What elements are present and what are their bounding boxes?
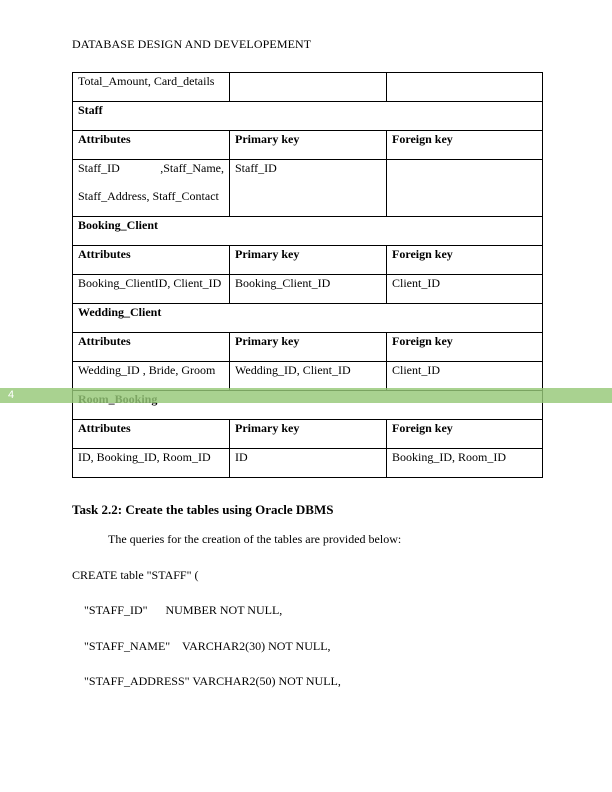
table-header-row	[73, 333, 543, 362]
column-header-attributes: Attributes	[73, 420, 230, 449]
staff-attr-text: Staff_ID	[78, 161, 120, 175]
code-line: CREATE table "STAFF" (	[72, 568, 199, 582]
wedding-client-primary-key: Wedding_ID, Client_ID	[230, 362, 387, 391]
code-line: "STAFF_ADDRESS" VARCHAR2(50) NOT NULL,	[84, 674, 341, 688]
booking-client-foreign-key: Client_ID	[387, 275, 543, 304]
column-header-primary-key: Primary key	[230, 131, 387, 160]
page-number: 4	[8, 389, 15, 401]
section-title-booking-client: Booking_Client	[73, 217, 543, 246]
table-header-row	[73, 246, 543, 275]
booking-client-attributes: Booking_ClientID, Client_ID	[73, 275, 230, 304]
table-header-row	[73, 131, 543, 160]
column-header-primary-key: Primary key	[230, 246, 387, 275]
table-row	[73, 362, 543, 391]
column-header-primary-key: Primary key	[230, 333, 387, 362]
column-header-primary-key: Primary key	[230, 420, 387, 449]
wedding-client-foreign-key: Client_ID	[387, 362, 543, 391]
code-line: "STAFF_ID" NUMBER NOT NULL,	[84, 603, 283, 617]
task-description: The queries for the creation of the tables are provided below:	[108, 532, 402, 546]
column-header-attributes: Attributes	[73, 131, 230, 160]
task-heading: Task 2.2: Create the tables using Oracle DBMS	[72, 502, 334, 517]
column-header-attributes: Attributes	[73, 246, 230, 275]
column-header-attributes: Attributes	[73, 333, 230, 362]
page-break-band	[0, 388, 612, 403]
staff-attr-text: ,Staff_Name,	[160, 161, 224, 175]
section-title-staff: Staff	[73, 102, 543, 131]
table-section-row	[73, 217, 543, 246]
staff-attributes-line1	[78, 161, 224, 175]
table-cell: Total_Amount, Card_details	[73, 73, 230, 102]
relations-table	[72, 72, 543, 478]
wedding-client-attributes: Wedding_ID , Bride, Groom	[73, 362, 230, 391]
column-header-foreign-key: Foreign key	[387, 131, 543, 160]
table-row	[73, 449, 543, 478]
staff-primary-key: Staff_ID	[230, 160, 387, 217]
room-booking-foreign-key: Booking_ID, Room_ID	[387, 449, 543, 478]
table-cell	[230, 73, 387, 102]
page-header: DATABASE DESIGN AND DEVELOPEMENT	[72, 37, 312, 51]
table-section-row	[73, 102, 543, 131]
staff-attributes-cell	[73, 160, 230, 217]
table-header-row	[73, 420, 543, 449]
table-row	[73, 275, 543, 304]
table-cell	[387, 73, 543, 102]
table-row	[73, 73, 543, 102]
column-header-foreign-key: Foreign key	[387, 246, 543, 275]
section-title-wedding-client: Wedding_Client	[73, 304, 543, 333]
column-header-foreign-key: Foreign key	[387, 333, 543, 362]
code-line: "STAFF_NAME" VARCHAR2(30) NOT NULL,	[84, 639, 331, 653]
table-section-row	[73, 304, 543, 333]
table-row	[73, 160, 543, 217]
room-booking-primary-key: ID	[230, 449, 387, 478]
room-booking-attributes: ID, Booking_ID, Room_ID	[73, 449, 230, 478]
booking-client-primary-key: Booking_Client_ID	[230, 275, 387, 304]
staff-attributes-line2: Staff_Address, Staff_Contact	[78, 189, 219, 203]
staff-foreign-key	[387, 160, 543, 217]
column-header-foreign-key: Foreign key	[387, 420, 543, 449]
